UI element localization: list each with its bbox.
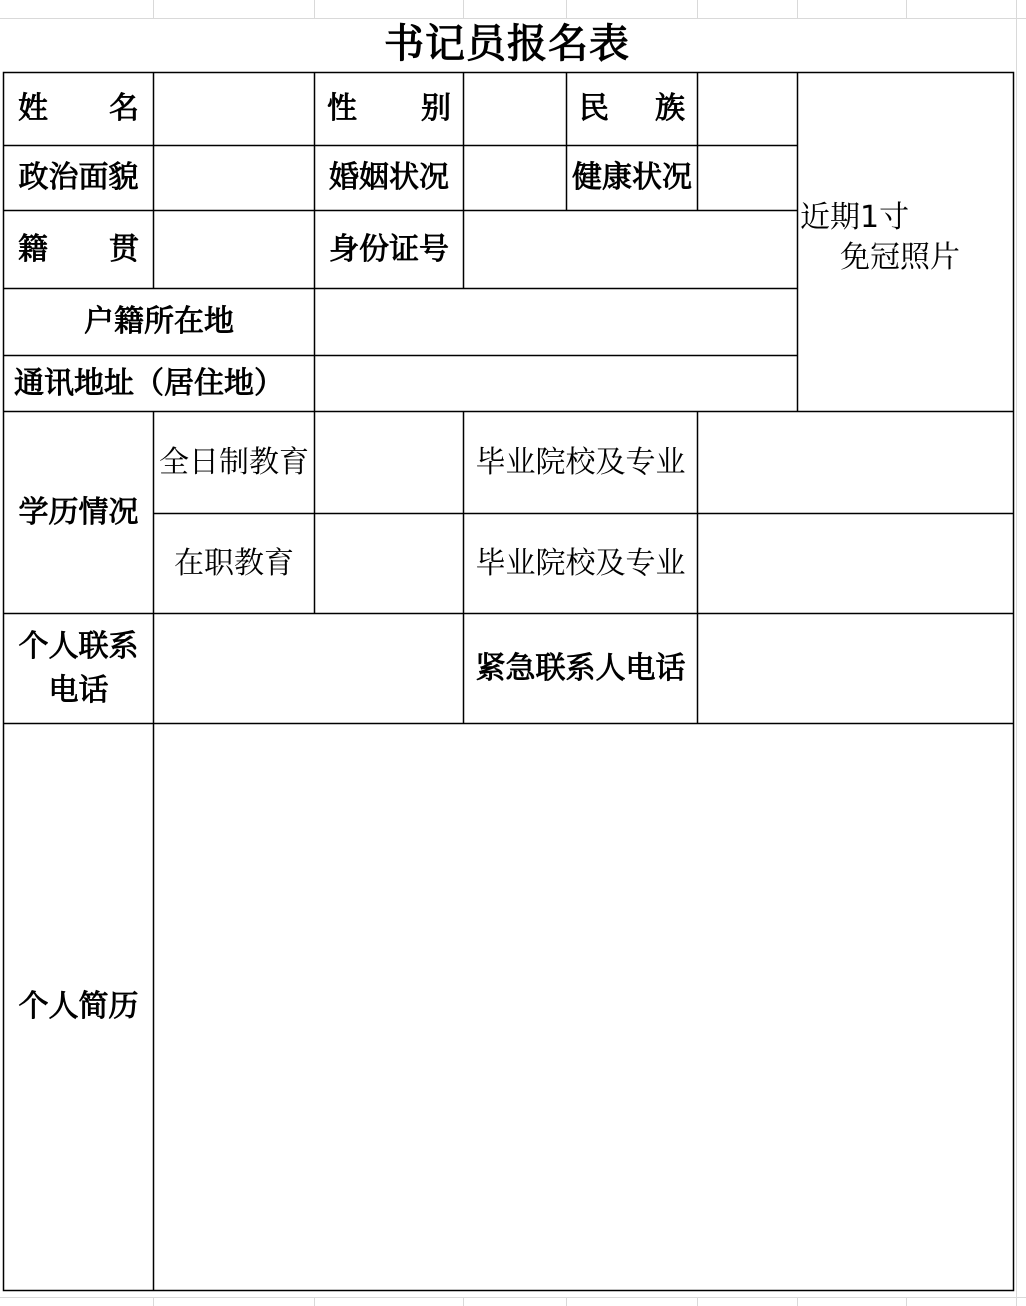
full-time-school-major-label: 毕业院校及专业 (475, 444, 686, 480)
full-time-school-major-field[interactable] (698, 412, 1013, 513)
name-label-char-1: 姓 (18, 91, 48, 126)
personal-phone-field[interactable] (154, 614, 463, 723)
household-registration-label: 户籍所在地 (84, 304, 234, 339)
resume-field[interactable] (154, 724, 1013, 1290)
marital-status-label: 婚姻状况 (329, 160, 449, 195)
name-label (4, 73, 153, 145)
full-time-education-field[interactable] (315, 412, 463, 513)
ethnicity-label-char-1: 民 (579, 91, 609, 126)
native-place-label-char-2: 贯 (109, 231, 139, 267)
mailing-address-label: 通讯地址（居住地） (14, 365, 284, 401)
household-registration-field[interactable] (315, 289, 797, 355)
political-status-field[interactable] (154, 146, 314, 210)
mailing-address-field[interactable] (315, 356, 797, 411)
name-label-char-2: 名 (109, 91, 139, 126)
photo-caption-line-1: 近期1寸 (800, 200, 910, 235)
native-place-field[interactable] (154, 211, 314, 288)
ethnicity-label-char-2: 族 (655, 91, 685, 126)
gender-label (315, 73, 463, 145)
photo-placeholder[interactable] (798, 73, 1013, 411)
emergency-phone-field[interactable] (698, 614, 1013, 723)
id-number-label: 身份证号 (329, 231, 449, 267)
id-number-field[interactable] (464, 211, 797, 288)
education-label: 学历情况 (18, 494, 139, 530)
native-place-label-char-1: 籍 (18, 231, 48, 267)
emergency-phone-label: 紧急联系人电话 (475, 650, 686, 686)
marital-status-field[interactable] (464, 146, 566, 210)
native-place-label (4, 211, 153, 288)
form-title: 书记员报名表 (384, 21, 630, 67)
personal-phone-label: 个人联系电话 (18, 628, 139, 708)
political-status-label: 政治面貌 (18, 160, 139, 195)
name-field[interactable] (154, 73, 314, 145)
full-time-education-label: 全日制教育 (159, 444, 309, 480)
in-service-school-major-label: 毕业院校及专业 (475, 545, 686, 581)
health-status-label: 健康状况 (572, 160, 692, 195)
in-service-education-label: 在职教育 (174, 545, 294, 581)
gender-label-char-1: 性 (327, 91, 357, 126)
resume-label: 个人简历 (18, 989, 139, 1024)
ethnicity-label (567, 73, 697, 145)
health-status-field[interactable] (698, 146, 797, 210)
gender-label-char-2: 别 (421, 91, 451, 126)
in-service-school-major-field[interactable] (698, 514, 1013, 613)
ethnicity-field[interactable] (698, 73, 797, 145)
gender-field[interactable] (464, 73, 566, 145)
in-service-education-field[interactable] (315, 514, 463, 613)
photo-caption-line-2: 免冠照片 (840, 240, 960, 275)
